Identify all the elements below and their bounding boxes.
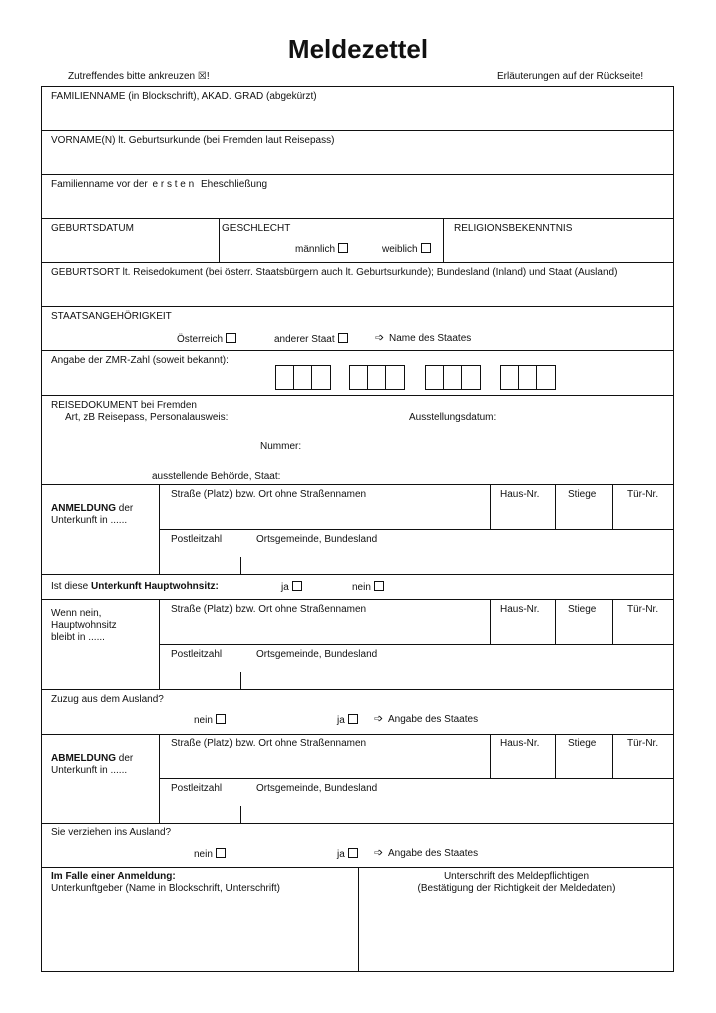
label-familienname: FAMILIENNAME (in Blockschrift), AKAD. GRAD (abgekürzt) [51, 91, 317, 102]
divider [159, 734, 160, 823]
label-haus-nr: Haus-Nr. [500, 738, 540, 749]
divider [219, 218, 220, 262]
label-postleitzahl: Postleitzahl [171, 783, 223, 794]
checkbox-maennlich[interactable] [338, 243, 348, 253]
label-unterkunftgeber: Unterkunftgeber (Name in Blockschrift, Unterschrift) [51, 883, 280, 894]
label-religion: RELIGIONSBEKENNTNIS [454, 223, 573, 234]
familienname-field[interactable] [42, 102, 673, 130]
label-im-falle-anmeldung: Im Falle einer Anmeldung: [51, 871, 176, 882]
option-label: anderer Staat [274, 334, 335, 345]
checkbox-ausland-ja[interactable] [348, 848, 358, 858]
option-zuzug-nein[interactable] [194, 714, 226, 727]
divider [490, 599, 491, 644]
label-part: Unterkunft Hauptwohnsitz: [91, 581, 219, 592]
label-geburtsort: GEBURTSORT lt. Reisedokument (bei österr. Staatsbürgern auch lt. Geburtsurkunde); Bundesland (Inland) und Staat (Ausland) [51, 267, 618, 278]
divider [490, 484, 491, 529]
zmr-digit-group-2[interactable] [349, 365, 405, 390]
divider [41, 823, 674, 824]
label-geschlecht: GESCHLECHT [222, 223, 291, 234]
divider [41, 262, 674, 263]
label-stiege: Stiege [568, 489, 597, 500]
arrow-right-icon: ➩ [374, 713, 384, 725]
label-anmeldung [51, 503, 133, 515]
divider [41, 734, 674, 735]
divider [159, 644, 674, 645]
label-art: Art, zB Reisepass, Personalausweis: [65, 412, 229, 423]
checkbox-hws-nein[interactable] [374, 581, 384, 591]
label-wenn-nein: Wenn nein, [51, 608, 102, 619]
label-stiege: Stiege [568, 738, 597, 749]
label-bleibt-in: bleibt in ...... [51, 632, 105, 643]
label-stiege: Stiege [568, 604, 597, 615]
checkbox-oesterreich[interactable] [226, 333, 236, 343]
geburtsort-field[interactable] [42, 280, 673, 306]
label-part: Ist diese [51, 581, 89, 592]
divider [612, 734, 613, 778]
divider [41, 599, 674, 600]
divider [612, 599, 613, 644]
divider [41, 689, 674, 690]
divider [41, 218, 674, 219]
option-ausland-nein[interactable] [194, 848, 226, 861]
divider [555, 484, 556, 529]
label-angabe-staat: Angabe des Staates [388, 714, 479, 725]
checked-box-icon: ☒! [197, 71, 210, 82]
divider [159, 778, 674, 779]
notes-hint: Erläuterungen auf der Rückseite! [497, 71, 644, 82]
label-erster-familienname [51, 179, 267, 191]
label-ausstellungsdatum: Ausstellungsdatum: [409, 412, 497, 423]
label-unterkunft: Unterkunft in ...... [51, 515, 128, 526]
geburtsdatum-field[interactable] [42, 236, 219, 262]
option-oesterreich[interactable] [177, 333, 236, 346]
label-part: der [118, 503, 134, 514]
checkbox-ausland-nein[interactable] [216, 848, 226, 858]
zmr-digit-group-3[interactable] [425, 365, 481, 390]
option-label: nein [194, 715, 213, 726]
divider [490, 734, 491, 778]
option-zuzug-ja[interactable] [337, 714, 358, 727]
divider [159, 529, 674, 530]
divider [41, 130, 674, 131]
zmr-digit-group-4[interactable] [500, 365, 556, 390]
label-ortsgemeinde: Ortsgemeinde, Bundesland [256, 783, 378, 794]
divider [41, 174, 674, 175]
option-label: ja [281, 582, 289, 593]
check-hint-text: Zutreffendes bitte ankreuzen [68, 71, 196, 82]
label-tuer-nr: Tür-Nr. [627, 738, 659, 749]
divider [41, 306, 674, 307]
label-ausland: Sie verziehen ins Ausland? [51, 827, 172, 838]
label-angabe-staat: Angabe des Staates [388, 848, 479, 859]
checkbox-zuzug-nein[interactable] [216, 714, 226, 724]
divider [240, 672, 241, 689]
option-label: nein [194, 849, 213, 860]
checkbox-weiblich[interactable] [421, 243, 431, 253]
divider [159, 599, 160, 689]
label-geburtsdatum: GEBURTSDATUM [51, 223, 134, 234]
label-hauptwohnsitz: Hauptwohnsitz [51, 620, 117, 631]
option-hws-nein[interactable] [352, 581, 384, 594]
option-label: männlich [295, 244, 336, 255]
label-haus-nr: Haus-Nr. [500, 604, 540, 615]
label-nummer: Nummer: [260, 441, 302, 452]
arrow-right-icon: ➩ [375, 332, 385, 344]
label-strasse: Straße (Platz) bzw. Ort ohne Straßennamen [171, 489, 367, 500]
option-hws-ja[interactable] [281, 581, 302, 594]
label-unterschrift-meldepflichtiger: Unterschrift des Meldepflichtigen [443, 871, 590, 882]
label-part: e r s t e n [152, 179, 195, 190]
option-maennlich[interactable] [295, 243, 348, 256]
option-label: ja [337, 715, 345, 726]
option-ausland-ja[interactable] [337, 848, 358, 861]
arrow-right-icon: ➩ [374, 847, 384, 859]
label-part: ANMELDUNG [51, 503, 116, 514]
divider [555, 734, 556, 778]
label-strasse: Straße (Platz) bzw. Ort ohne Straßennamen [171, 738, 367, 749]
check-hint [68, 71, 210, 83]
label-part: Familienname vor der [51, 179, 148, 190]
vorname-field[interactable] [42, 146, 673, 174]
label-zuzug: Zuzug aus dem Ausland? [51, 694, 164, 705]
checkbox-anderer-staat[interactable] [338, 333, 348, 343]
page-title: Meldezettel [287, 34, 429, 64]
option-weiblich[interactable] [382, 243, 431, 256]
label-hauptwohnsitz-frage [51, 581, 219, 593]
meldepflichtiger-signature-field[interactable] [359, 898, 673, 971]
label-reisedokument: REISEDOKUMENT bei Fremden [51, 400, 197, 411]
option-label: nein [352, 582, 371, 593]
label-haus-nr: Haus-Nr. [500, 489, 540, 500]
label-zmr: Angabe der ZMR-Zahl (soweit bekannt): [51, 355, 229, 366]
divider [240, 557, 241, 574]
divider [41, 395, 674, 396]
label-staatsangehoerigkeit: STAATSANGEHÖRIGKEIT [51, 311, 172, 322]
option-label: ja [337, 849, 345, 860]
erster-familienname-field[interactable] [42, 190, 673, 218]
label-ortsgemeinde: Ortsgemeinde, Bundesland [256, 649, 378, 660]
label-strasse: Straße (Platz) bzw. Ort ohne Straßennamen [171, 604, 367, 615]
divider [41, 350, 674, 351]
label-part: ABMELDUNG [51, 753, 116, 764]
label-tuer-nr: Tür-Nr. [627, 489, 659, 500]
divider [159, 484, 160, 574]
label-bestaetigung: (Bestätigung der Richtigkeit der Meldedaten) [417, 883, 616, 894]
divider [41, 484, 674, 485]
label-part: der [118, 753, 134, 764]
label-postleitzahl: Postleitzahl [171, 534, 223, 545]
unterkunftgeber-signature-field[interactable] [42, 898, 357, 971]
label-unterkunft: Unterkunft in ...... [51, 765, 128, 776]
option-label: weiblich [382, 244, 418, 255]
zmr-digit-group-1[interactable] [275, 365, 331, 390]
divider [612, 484, 613, 529]
checkbox-hws-ja[interactable] [292, 581, 302, 591]
divider [41, 574, 674, 575]
label-behoerde: ausstellende Behörde, Staat: [152, 471, 281, 482]
option-label: Österreich [177, 334, 224, 345]
label-tuer-nr: Tür-Nr. [627, 604, 659, 615]
label-part: Eheschließung [200, 179, 268, 190]
divider [240, 806, 241, 823]
religion-field[interactable] [444, 236, 673, 262]
label-name-des-staates: Name des Staates [389, 333, 472, 344]
label-vorname: VORNAME(N) lt. Geburtsurkunde (bei Fremden laut Reisepass) [51, 135, 335, 146]
label-abmeldung [51, 753, 133, 765]
option-anderer-staat[interactable] [274, 333, 348, 346]
label-postleitzahl: Postleitzahl [171, 649, 223, 660]
checkbox-zuzug-ja[interactable] [348, 714, 358, 724]
divider [555, 599, 556, 644]
label-ortsgemeinde: Ortsgemeinde, Bundesland [256, 534, 378, 545]
